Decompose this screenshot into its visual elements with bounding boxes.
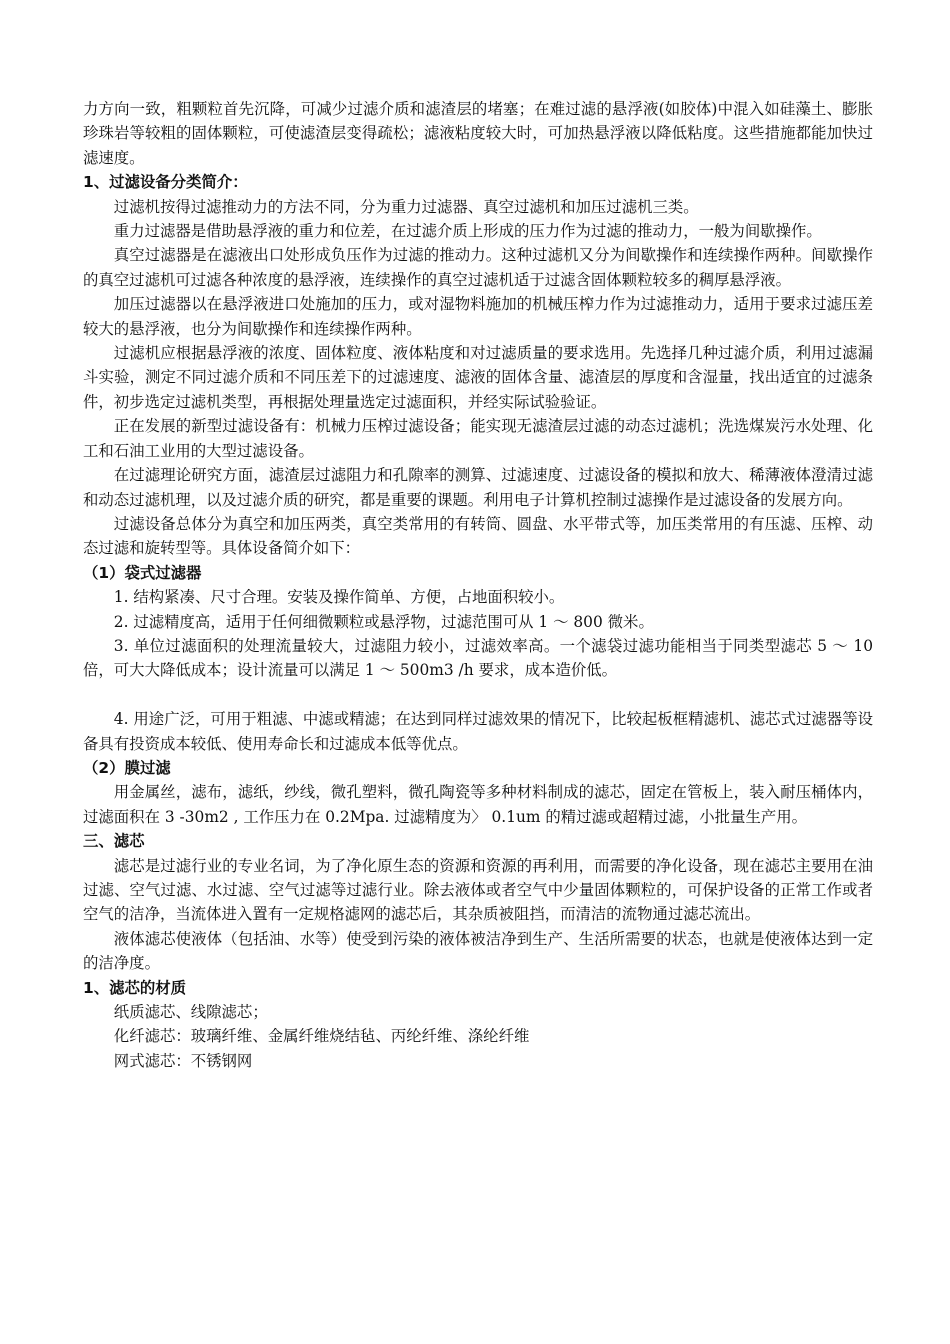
list-item-2: 2. 过滤精度高，适用于任何细微颗粒或悬浮物，过滤范围可从 1 ～ 800 微米。 [113, 612, 654, 631]
paragraph-intro: 力方向一致，粗颗粒首先沉降，可减少过滤介质和滤渣层的堵塞；在难过滤的悬浮液(如胶体)中混入如硅藻土、膨胀珍珠岩等较粗的固体颗粒，可使滤渣层变得疏松；滤液粘度较大时，可加热悬浮液以降低粘度。这些措施都能加快过滤速度。 [83, 100, 873, 167]
list-item-4: 4. 用途广泛，可用于粗滤、中滤或精滤；在达到同样过滤效果的情况下，比较起板框精滤机、滤芯式过滤器等设备具有投资成本较低、使用寿命长和过滤成本低等优点。 [83, 710, 873, 753]
paragraph-new-equipment: 正在发展的新型过滤设备有：机械力压榨过滤设备；能实现无滤渣层过滤的动态过滤机；洗选煤炭污水处理、化工和石油工业用的大型过滤设备。 [83, 417, 873, 460]
paragraph-filter-element-definition: 滤芯是过滤行业的专业名词，为了净化原生态的资源和资源的再利用，而需要的净化设备，现在滤芯主要用在油过滤、空气过滤、水过滤、空气过滤等过滤行业。除去液体或者空气中少量固体颗粒的，可保护设备的正常工作或者空气的洁净，当流体进入置有一定规格滤网的滤芯后，其杂质被阻挡，而清洁的流物通过滤芯流出。 [83, 856, 873, 924]
paragraph-gravity-filter: 重力过滤器是借助悬浮液的重力和位差，在过滤介质上形成的压力作为过滤的推动力，一般为间歇操作。 [113, 222, 822, 241]
material-mesh: 网式滤芯：不锈钢网 [113, 1051, 253, 1070]
list-item-3: 3. 单位过滤面积的处理流量较大，过滤阻力较小，过滤效率高。一个滤袋过滤功能相当于同类型滤芯 5 ～ 10 倍，可大大降低成本；设计流量可以满足 1 ～ 500m3 /h 要求，成本造价低。 [83, 636, 873, 680]
document-page [83, 97, 873, 1073]
paragraph-pressure-filter: 加压过滤器以在悬浮液进口处施加的压力，或对湿物料施加的机械压榨力作为过滤推动力，适用于要求过滤压差较大的悬浮液，也分为间歇操作和连续操作两种。 [83, 295, 873, 338]
paragraph-selection: 过滤机应根据悬浮液的浓度、固体粒度、液体粘度和对过滤质量的要求选用。先选择几种过滤介质，利用过滤漏斗实验，测定不同过滤介质和不同压差下的过滤速度、滤液的固体含量、滤渣层的厚度和含湿量，找出适宜的过滤条件，初步选定过滤机类型，再根据处理量选定过滤面积，并经实际试验验证。 [83, 344, 873, 411]
list-item-1: 1. 结构紧凑、尺寸合理。安装及操作简单、方便，占地面积较小。 [113, 588, 565, 607]
paragraph-liquid-filter-element: 液体滤芯使液体（包括油、水等）使受到污染的液体被洁净到生产、生活所需要的状态，也就是使液体达到一定的洁净度。 [83, 929, 873, 973]
paragraph-membrane-filter: 用金属丝，滤布，滤纸，纱线，微孔塑料，微孔陶瓷等多种材料制成的滤芯，固定在管板上，装入耐压桶体内，过滤面积在 3 -30m2 , 工作压力在 0.2Mpa. 过滤精度为〉 0.1um 的精过滤或超精过滤，小批量生产用。 [83, 783, 873, 826]
paragraph-vacuum-filter: 真空过滤器是在滤液出口处形成负压作为过滤的推动力。这种过滤机又分为间歇操作和连续操作两种。间歇操作的真空过滤机可过滤各种浓度的悬浮液，连续操作的真空过滤机适于过滤含固体颗粒较多的稠厚悬浮液。 [83, 246, 873, 289]
section-heading-equipment-classification: 1、过滤设备分类简介： [83, 173, 248, 192]
paragraph-filter-types: 过滤机按得过滤推动力的方法不同，分为重力过滤器、真空过滤机和加压过滤机三类。 [113, 197, 699, 216]
material-synthetic-fiber: 化纤滤芯：玻璃纤维、金属纤维烧结毡、丙纶纤维、涤纶纤维 [113, 1027, 530, 1046]
section-heading-filter-element: 三、滤芯 [83, 832, 145, 851]
paragraph-theory-research: 在过滤理论研究方面，滤渣层过滤阻力和孔隙率的测算、过滤速度、过滤设备的模拟和放大、稀薄液体澄清过滤和动态过滤机理，以及过滤介质的研究，都是重要的课题。利用电子计算机控制过滤操作是过滤设备的发展方向。 [83, 466, 873, 509]
subheading-bag-filter: （1）袋式过滤器 [83, 563, 202, 582]
material-paper-thread: 纸质滤芯、线隙滤芯； [113, 1003, 268, 1022]
blank-line [83, 683, 873, 707]
section-heading-materials: 1、滤芯的材质 [83, 978, 187, 997]
paragraph-overview: 过滤设备总体分为真空和加压两类，真空类常用的有转筒、圆盘、水平带式等，加压类常用的有压滤、压榨、动态过滤和旋转型等。具体设备简介如下： [83, 514, 873, 558]
subheading-membrane-filter: （2）膜过滤 [83, 758, 171, 777]
